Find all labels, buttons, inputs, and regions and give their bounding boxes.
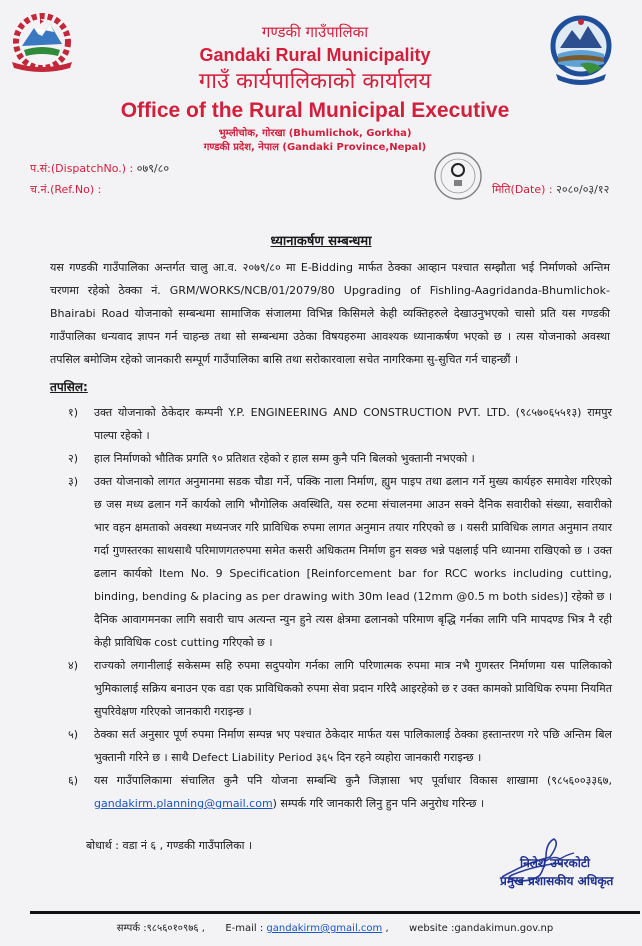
footer-phone: सम्पर्क :९८५६०१०९७६ , <box>116 923 205 934</box>
dispatch-label: प.सं:(DispatchNo.) : <box>30 162 134 175</box>
footer-contact <box>30 922 640 936</box>
office-name-english: Office of the Rural Municipal Executive <box>120 99 510 122</box>
address-line-2: गण्डकी प्रदेश, नेपाल (Gandaki Province,Nepal) <box>203 142 427 153</box>
municipality-logo-icon <box>550 12 612 90</box>
list-item <box>50 723 612 769</box>
signature-block <box>0 855 642 907</box>
item-number: ५) <box>68 728 79 741</box>
signatory-title: प्रमुख प्रशासकीय अधिकृत <box>500 874 614 888</box>
item-text <box>94 769 612 815</box>
date-value: २०८०/०३/१२ <box>556 183 610 196</box>
ref-label: च.नं.(Ref.No) : <box>30 183 102 196</box>
footer-divider <box>30 911 640 914</box>
footer-email-link[interactable]: gandakirm@gmail.com <box>266 923 383 934</box>
footer-email-separator: , <box>385 923 389 934</box>
item-text: उक्त योजनाको ठेकेदार कम्पनी Y.P. ENGINEERING AND CONSTRUCTION PVT. LTD. (९८५७०६५५१३) रामपुर पाल्पा रहेको । <box>94 406 612 442</box>
item-text: उक्त योजनाको लागत अनुमानमा सडक चौडा गर्ने, पक्कि नाला निर्माण, ह्युम पाइप तथा ढलान गर्ने मुख्य कार्यहरु समावेश गरिएको छ जस मध्य ढलान गर्ने कार्यको लागि भौगोलिक अवस्थिति, यस रुटमा संचालनमा आउन सक्ने दैनिक सवारीको संख्या, सवारीको भार वहन क्षमताको अवस्था मध्यनजर गरि प्राविधिक रुपमा लागत अनुमान तयार गरिएको छ । यसरी प्राविधिक लागत अनुमान तयार गर्दा गुणस्तरका साथसाथै परिमाणगतरुपमा समेत कसरी अधिकतम निर्माण हुन सक्छ भन्ने पक्षलाई पनि ध्यानमा राखिएको छ । उक्त ढलान कार्यको Item No. 9 Specification [Reinforcement bar for RCC works including cutting, binding, bending & placing as per drawing with 30m lead (12mm @0.5 m both sides)] रहेको छ । दैनिक आवागमनका लागि सवारी चाप अत्यन्त न्युन हुने त्यस क्षेत्रमा ढलानको परिमाण बृद्धि गर्नका लागि पनि मापदण्ड भित्र नै रही केही प्राविधिक cost cutting गरिएको छ । <box>94 475 612 649</box>
date-label: मिति(Date) : <box>492 183 553 196</box>
item-number: ३) <box>68 475 79 488</box>
municipality-name-nepali: गण्डकी गाउँपालिका <box>261 23 369 41</box>
item-number: ६) <box>68 774 79 787</box>
letter-body <box>0 232 642 936</box>
list-item <box>50 769 612 815</box>
item-text: राज्यको लगानीलाई सकेसम्म सहि रुपमा सदुपयोग गर्नका लागि परिणात्मक रुपमा मात्र नभै गुणस्तर निर्माणमा यस पालिकाको भुमिकालाई सक्रिय बनाउन एक वडा एक प्राविधिकको रुपमा सेवा प्रदान गरिदै आइरहेको छ र उक्त कामको प्राविधिक रुपमा नियमित सुपरिवेक्षण गरिएको जानकारी गराइन्छ । <box>94 659 612 718</box>
footer-website: website :gandakimun.gov.np <box>409 923 554 934</box>
list-item <box>50 470 612 654</box>
item-text-after: ) सम्पर्क गरि जानकारी लिनु हुन पनि अनुरोध गरिन्छ । <box>272 797 485 810</box>
list-item <box>50 654 612 723</box>
item-text: ठेक्का सर्त अनुसार पूर्ण रुपमा निर्माण सम्पन्न भए पश्चात ठेकेदार मार्फत यस पालिकालाई ठेक्का हस्तान्तरण गरे पछि अन्तिम बिल भुक्तानी गरिने छ । साथै Defect Liability Period ३६५ दिन रहने व्यहोरा जानकारी गराइन्छ । <box>94 728 612 764</box>
signatory-name: निलेश उपरकोटी <box>520 856 591 870</box>
subject-heading: ध्यानाकर्षण सम्बन्धमा <box>270 234 372 249</box>
dispatch-value: ०७९/८० <box>136 162 170 175</box>
planning-email-link[interactable]: gandakirm.planning@gmail.com <box>94 797 273 810</box>
details-heading: तपसिल: <box>50 380 88 394</box>
item-text-before: यस गाउँपालिकामा संचालित कुनै पनि योजना सम्बन्धि कुनै जिज्ञासा भए पूर्वाधार विकास शाखामा (९८५६००३३६७, <box>94 774 612 787</box>
intro-paragraph: यस गण्डकी गाउँपालिका अन्तर्गत चालु आ.व. २०७९/८० मा E-Bidding मार्फत ठेक्का आव्हान पश्चात सम्झौता भई निर्माणको अन्तिम चरणमा रहेको ठेक्का नं. GRM/WORKS/NCB/01/2079/80 Upgrading of Fishling-Aagridanda-Bhumlichok-Bhairabi Road योजनाको सम्बन्धमा सामाजिक संजालमा विभिन्न किसिमले केही व्यक्तिहरुले देखाउनुभएको चासो प्रति यस गण्डकी गाउँपालिका धन्यवाद ज्ञापन गर्न चाहन्छ तथा सो सम्बन्धमा उठेका विषयहरुमा आवश्यक ध्यानाकर्षण भएको छ । त्यस योजनाको अवस्था तपसिल बमोजिम रहेको जानकारी सम्पूर्ण गाउँपालिका बासि तथा सरोकारवाला सचेत नागरिकमा सु-सुचित गर्न चाहन्छौं । <box>50 261 610 366</box>
office-name-nepali: गाउँ कार्यपालिकाको कार्यालय <box>198 69 432 94</box>
details-list <box>50 401 612 815</box>
official-stamp-icon <box>432 150 484 202</box>
item-text: हाल निर्माणको भौतिक प्रगति ९० प्रतिशत रहेको र हाल सम्म कुनै पनि बिलको भुक्तानी नभएको । <box>94 452 475 465</box>
reference-number <box>30 182 101 197</box>
item-number: ४) <box>68 659 79 672</box>
list-item <box>50 401 612 447</box>
cc-line: बोधार्थ : वडा नं ६ , गण्डकी गाउँपालिका । <box>86 839 253 852</box>
nepal-emblem-icon <box>8 10 76 76</box>
letter-date <box>492 182 609 197</box>
letterhead <box>0 0 642 206</box>
list-item <box>50 447 612 470</box>
footer-email-label: E-mail : <box>225 923 264 934</box>
item-number: २) <box>68 452 79 465</box>
dispatch-number <box>30 161 169 176</box>
municipality-name-english: Gandaki Rural Municipality <box>199 45 431 65</box>
address-line-1: भुम्लीचोक, गोरखा (Bhumlichok, Gorkha) <box>218 128 412 139</box>
item-number: १) <box>68 406 79 419</box>
